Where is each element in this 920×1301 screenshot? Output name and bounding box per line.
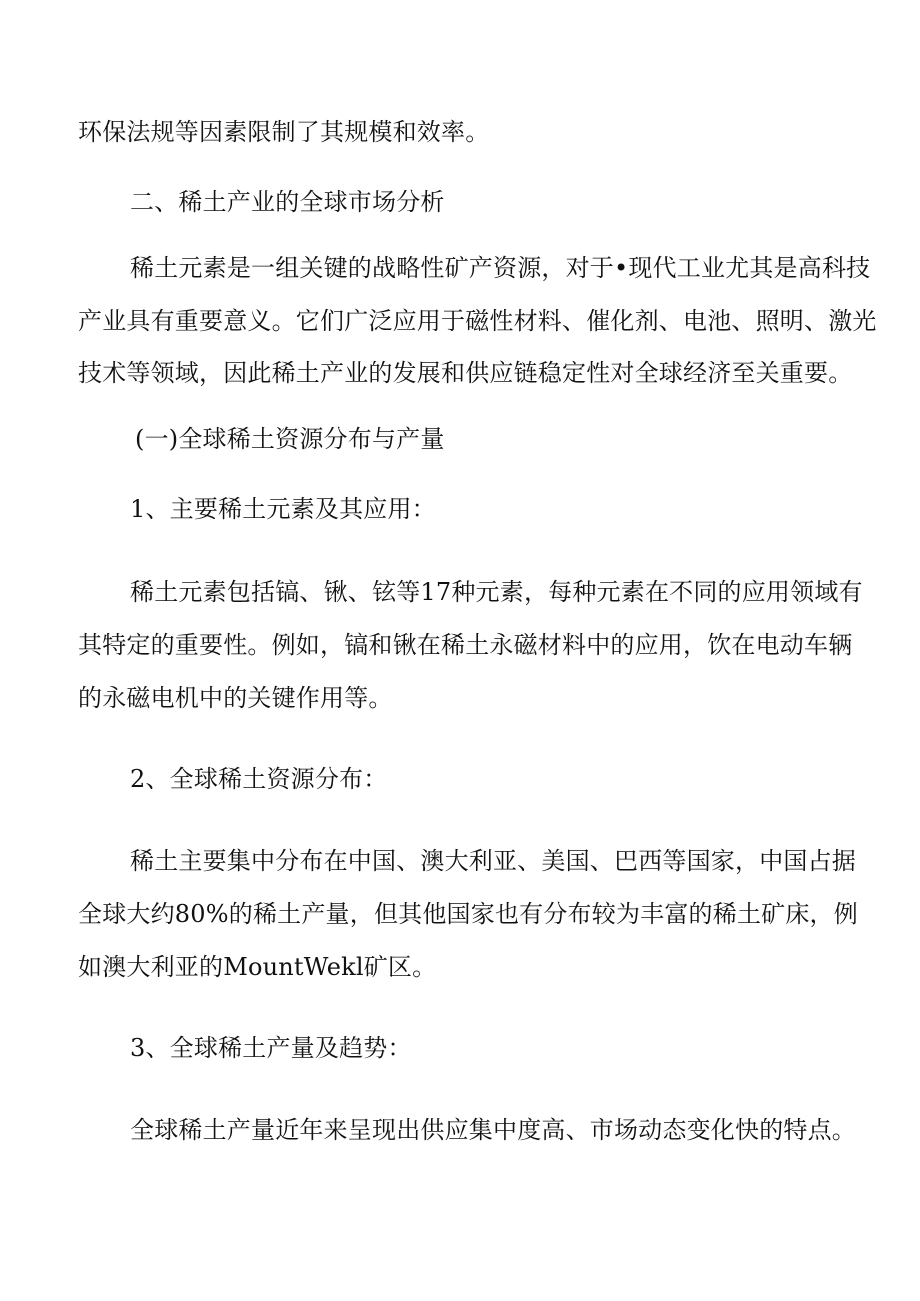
paragraph-line: 产业具有重要意义。它们广泛应用于磁性材料、催化剂、电池、照明、激光 [78,307,877,335]
numbered-heading: 3、全球稀土产量及趋势： [130,1034,412,1062]
numbered-heading: 2、全球稀土资源分布： [130,765,388,793]
paragraph-line: 的永磁电机中的关键作用等。 [78,684,393,712]
paragraph-line: 其特定的重要性。例如，镐和锹在稀土永磁材料中的应用，饮在电动车辆 [78,631,853,659]
paragraph-continuation-line: 环保法规等因素限制了其规模和效率。 [78,118,490,146]
subsection-heading: (一)全球稀土资源分布与产量 [135,425,445,453]
paragraph-line: 全球大约80%的稀土产量，但其他国家也有分布较为丰富的稀土矿床，例 [78,900,858,928]
paragraph-line: 稀土元素包括镐、锹、铉等17种元素，每种元素在不同的应用领域有 [130,578,863,606]
paragraph-line: 全球稀土产量近年来呈现出供应集中度高、市场动态变化快的特点。 [130,1116,856,1144]
paragraph-line: 如澳大利亚的MountWekl矿区。 [78,953,437,981]
paragraph-line: 稀土元素是一组关键的战略性矿产资源，对于•现代工业尤其是高科技 [130,254,871,282]
section-heading: 二、稀土产业的全球市场分析 [130,188,445,216]
numbered-heading: 1、主要稀土元素及其应用： [130,495,436,523]
paragraph-line: 稀土主要集中分布在中国、澳大利亚、美国、巴西等国家，中国占据 [130,847,856,875]
paragraph-line: 技术等领域，因此稀土产业的发展和供应链稳定性对全球经济至关重要。 [78,359,853,387]
